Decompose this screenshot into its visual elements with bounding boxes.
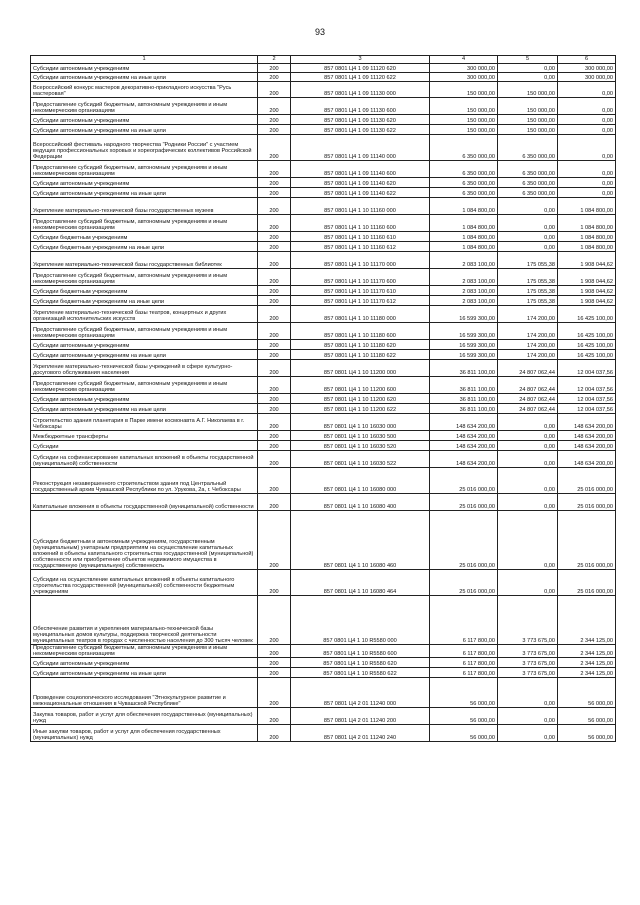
row-value-col4: 2 083 100,00 bbox=[430, 269, 498, 286]
row-name: Субсидии bbox=[31, 441, 258, 451]
table-row bbox=[31, 511, 616, 570]
row-budget-code: 857 0801 Ц4 1 10 16030 520 bbox=[291, 441, 430, 451]
row-code-200: 200 bbox=[258, 178, 291, 188]
table-row bbox=[31, 215, 616, 232]
row-value-col5: 150 000,00 bbox=[498, 98, 558, 115]
table-header-row bbox=[31, 56, 616, 64]
table-row bbox=[31, 570, 616, 596]
table-row bbox=[31, 198, 616, 215]
row-name: Субсидии автономным учреждениям на иные цели bbox=[31, 350, 258, 360]
row-value-col5: 0,00 bbox=[498, 431, 558, 441]
row-name: Предоставление субсидий бюджетным, автономным учреждениям и иным некоммерческим организациям bbox=[31, 98, 258, 115]
row-value-col6: 25 016 000,00 bbox=[558, 468, 616, 494]
row-name: Субсидии бюджетным учреждениям bbox=[31, 232, 258, 242]
row-value-col5: 24 807 062,44 bbox=[498, 404, 558, 414]
row-code-200: 200 bbox=[258, 115, 291, 125]
row-value-col4: 36 811 100,00 bbox=[430, 404, 498, 414]
row-value-col4: 6 117 800,00 bbox=[430, 596, 498, 645]
row-value-col4: 2 083 100,00 bbox=[430, 252, 498, 269]
row-value-col6: 148 634 200,00 bbox=[558, 431, 616, 441]
table-row bbox=[31, 135, 616, 161]
row-name: Укрепление материально-технической базы государственных музеев bbox=[31, 198, 258, 215]
row-name: Капитальные вложения в объекты государственной (муниципальной) собственности bbox=[31, 494, 258, 511]
row-value-col6: 1 084 800,00 bbox=[558, 232, 616, 242]
row-value-col5: 0,00 bbox=[498, 468, 558, 494]
row-value-col6: 0,00 bbox=[558, 135, 616, 161]
row-value-col4: 25 016 000,00 bbox=[430, 511, 498, 570]
row-value-col4: 2 083 100,00 bbox=[430, 296, 498, 306]
row-value-col5: 3 773 675,00 bbox=[498, 668, 558, 678]
row-value-col4: 36 811 100,00 bbox=[430, 394, 498, 404]
row-code-200: 200 bbox=[258, 678, 291, 708]
row-value-col4: 6 117 800,00 bbox=[430, 645, 498, 658]
row-code-200: 200 bbox=[258, 645, 291, 658]
row-code-200: 200 bbox=[258, 82, 291, 98]
row-code-200: 200 bbox=[258, 323, 291, 340]
row-value-col5: 24 807 062,44 bbox=[498, 377, 558, 394]
row-name: Субсидии автономным учреждениям на иные цели bbox=[31, 188, 258, 198]
row-name: Реконструкция незавершенного строительством здания под Центральный государственный архив Чувашской Республики по ул. Урукова, 2а, г. Чебоксары bbox=[31, 468, 258, 494]
row-code-200: 200 bbox=[258, 725, 291, 742]
row-value-col6: 1 908 044,62 bbox=[558, 296, 616, 306]
row-code-200: 200 bbox=[258, 414, 291, 431]
row-code-200: 200 bbox=[258, 232, 291, 242]
row-code-200: 200 bbox=[258, 198, 291, 215]
table-row bbox=[31, 64, 616, 73]
row-code-200: 200 bbox=[258, 161, 291, 178]
row-value-col6: 2 344 125,00 bbox=[558, 645, 616, 658]
row-value-col6: 16 425 100,00 bbox=[558, 306, 616, 323]
row-value-col5: 3 773 675,00 bbox=[498, 658, 558, 668]
row-budget-code: 857 0801 Ц4 1 09 11130 620 bbox=[291, 115, 430, 125]
row-budget-code: 857 0801 Ц4 1 10 16080 460 bbox=[291, 511, 430, 570]
table-row bbox=[31, 269, 616, 286]
row-value-col6: 1 908 044,62 bbox=[558, 286, 616, 296]
row-value-col4: 1 084 800,00 bbox=[430, 242, 498, 252]
table-row bbox=[31, 645, 616, 658]
row-budget-code: 857 0801 Ц4 1 10 11180 000 bbox=[291, 306, 430, 323]
table-row bbox=[31, 286, 616, 296]
row-value-col5: 0,00 bbox=[498, 678, 558, 708]
column-header: 2 bbox=[258, 56, 291, 64]
row-code-200: 200 bbox=[258, 404, 291, 414]
row-code-200: 200 bbox=[258, 340, 291, 350]
row-value-col6: 2 344 125,00 bbox=[558, 596, 616, 645]
row-budget-code: 857 0801 Ц4 1 09 11130 000 bbox=[291, 82, 430, 98]
row-value-col5: 0,00 bbox=[498, 570, 558, 596]
row-value-col4: 16 599 300,00 bbox=[430, 340, 498, 350]
row-code-200: 200 bbox=[258, 394, 291, 404]
row-name: Предоставление субсидий бюджетным, автономным учреждениям и иным некоммерческим организациям bbox=[31, 323, 258, 340]
row-name: Межбюджетные трансферты bbox=[31, 431, 258, 441]
row-code-200: 200 bbox=[258, 668, 291, 678]
row-value-col5: 6 350 000,00 bbox=[498, 135, 558, 161]
row-value-col5: 0,00 bbox=[498, 64, 558, 73]
row-value-col5: 6 350 000,00 bbox=[498, 161, 558, 178]
row-name: Укрепление материально-технической базы учреждений в сфере культурно-досугового обслуживания населения bbox=[31, 360, 258, 377]
row-budget-code: 857 0801 Ц4 1 10 11170 000 bbox=[291, 252, 430, 269]
row-budget-code: 857 0801 Ц4 1 09 11140 600 bbox=[291, 161, 430, 178]
row-value-col6: 25 016 000,00 bbox=[558, 494, 616, 511]
row-value-col6: 0,00 bbox=[558, 161, 616, 178]
row-budget-code: 857 0801 Ц4 1 10 R5580 000 bbox=[291, 596, 430, 645]
table-row bbox=[31, 414, 616, 431]
row-value-col6: 1 908 044,62 bbox=[558, 269, 616, 286]
row-value-col4: 300 000,00 bbox=[430, 73, 498, 82]
row-value-col6: 12 004 037,56 bbox=[558, 404, 616, 414]
row-value-col5: 0,00 bbox=[498, 414, 558, 431]
row-value-col4: 150 000,00 bbox=[430, 82, 498, 98]
row-value-col6: 300 000,00 bbox=[558, 64, 616, 73]
column-header: 4 bbox=[430, 56, 498, 64]
row-name: Субсидии автономным учреждениям bbox=[31, 394, 258, 404]
row-value-col6: 1 084 800,00 bbox=[558, 242, 616, 252]
row-code-200: 200 bbox=[258, 441, 291, 451]
row-value-col4: 6 117 800,00 bbox=[430, 668, 498, 678]
row-code-200: 200 bbox=[258, 306, 291, 323]
table-row bbox=[31, 188, 616, 198]
row-value-col5: 24 807 062,44 bbox=[498, 360, 558, 377]
row-value-col4: 150 000,00 bbox=[430, 98, 498, 115]
row-value-col6: 16 425 100,00 bbox=[558, 350, 616, 360]
row-budget-code: 857 0801 Ц4 1 10 16080 400 bbox=[291, 494, 430, 511]
row-value-col4: 6 117 800,00 bbox=[430, 658, 498, 668]
row-value-col5: 3 773 675,00 bbox=[498, 645, 558, 658]
row-value-col5: 175 055,38 bbox=[498, 269, 558, 286]
row-value-col5: 150 000,00 bbox=[498, 125, 558, 135]
row-value-col6: 16 425 100,00 bbox=[558, 340, 616, 350]
row-budget-code: 857 0801 Ц4 1 10 11170 610 bbox=[291, 286, 430, 296]
row-value-col5: 175 055,38 bbox=[498, 296, 558, 306]
row-value-col4: 25 016 000,00 bbox=[430, 570, 498, 596]
row-value-col5: 0,00 bbox=[498, 198, 558, 215]
row-value-col4: 6 350 000,00 bbox=[430, 135, 498, 161]
row-name: Всероссийский конкурс мастеров декоративно-прикладного искусства "Русь мастеровая" bbox=[31, 82, 258, 98]
row-value-col5: 0,00 bbox=[498, 708, 558, 725]
row-value-col6: 25 016 000,00 bbox=[558, 570, 616, 596]
row-code-200: 200 bbox=[258, 350, 291, 360]
row-budget-code: 857 0801 Ц4 2 01 11240 000 bbox=[291, 678, 430, 708]
row-budget-code: 857 0801 Ц4 1 10 11180 622 bbox=[291, 350, 430, 360]
row-code-200: 200 bbox=[258, 242, 291, 252]
row-budget-code: 857 0801 Ц4 1 09 11130 600 bbox=[291, 98, 430, 115]
row-value-col4: 148 634 200,00 bbox=[430, 431, 498, 441]
row-value-col6: 2 344 125,00 bbox=[558, 668, 616, 678]
row-code-200: 200 bbox=[258, 252, 291, 269]
row-value-col4: 1 084 800,00 bbox=[430, 198, 498, 215]
row-value-col6: 0,00 bbox=[558, 188, 616, 198]
table-row bbox=[31, 178, 616, 188]
table-row bbox=[31, 323, 616, 340]
row-value-col5: 0,00 bbox=[498, 441, 558, 451]
row-name: Субсидии автономным учреждениям на иные цели bbox=[31, 668, 258, 678]
table-row bbox=[31, 360, 616, 377]
row-value-col5: 0,00 bbox=[498, 73, 558, 82]
table-row bbox=[31, 404, 616, 414]
row-value-col6: 0,00 bbox=[558, 98, 616, 115]
row-name: Субсидии автономным учреждениям bbox=[31, 178, 258, 188]
table-row bbox=[31, 242, 616, 252]
row-value-col6: 0,00 bbox=[558, 82, 616, 98]
table-row bbox=[31, 125, 616, 135]
row-code-200: 200 bbox=[258, 269, 291, 286]
row-budget-code: 857 0801 Ц4 1 10 11160 612 bbox=[291, 242, 430, 252]
row-value-col4: 148 634 200,00 bbox=[430, 451, 498, 468]
row-value-col4: 148 634 200,00 bbox=[430, 414, 498, 431]
row-name: Укрепление материально-технической базы государственных библиотек bbox=[31, 252, 258, 269]
row-value-col5: 6 350 000,00 bbox=[498, 188, 558, 198]
row-name: Субсидии бюджетным учреждениям bbox=[31, 286, 258, 296]
row-budget-code: 857 0801 Ц4 1 10 11180 620 bbox=[291, 340, 430, 350]
row-name: Предоставление субсидий бюджетным, автономным учреждениям и иным некоммерческим организациям bbox=[31, 645, 258, 658]
row-value-col4: 2 083 100,00 bbox=[430, 286, 498, 296]
row-budget-code: 857 0801 Ц4 1 09 11140 622 bbox=[291, 188, 430, 198]
row-value-col4: 150 000,00 bbox=[430, 115, 498, 125]
row-budget-code: 857 0801 Ц4 1 10 R5580 622 bbox=[291, 668, 430, 678]
row-value-col6: 148 634 200,00 bbox=[558, 414, 616, 431]
row-value-col6: 56 000,00 bbox=[558, 708, 616, 725]
row-name: Проведение социологического исследования "Этнокультурное развитие и межнациональные отношения в Чувашской Республике" bbox=[31, 678, 258, 708]
row-value-col6: 16 425 100,00 bbox=[558, 323, 616, 340]
row-name: Субсидии бюджетным учреждениям на иные цели bbox=[31, 242, 258, 252]
row-value-col6: 0,00 bbox=[558, 178, 616, 188]
row-name: Субсидии автономным учреждениям bbox=[31, 115, 258, 125]
row-value-col4: 6 350 000,00 bbox=[430, 188, 498, 198]
row-value-col6: 12 004 037,56 bbox=[558, 377, 616, 394]
row-value-col4: 1 084 800,00 bbox=[430, 215, 498, 232]
row-value-col6: 0,00 bbox=[558, 125, 616, 135]
row-name: Субсидии автономным учреждениям bbox=[31, 340, 258, 350]
row-code-200: 200 bbox=[258, 360, 291, 377]
row-name: Субсидии автономным учреждениям bbox=[31, 64, 258, 73]
page-number: 93 bbox=[314, 27, 325, 37]
row-value-col4: 300 000,00 bbox=[430, 64, 498, 73]
row-value-col4: 16 599 300,00 bbox=[430, 350, 498, 360]
row-budget-code: 857 0801 Ц4 1 10 16080 000 bbox=[291, 468, 430, 494]
table-row bbox=[31, 306, 616, 323]
row-budget-code: 857 0801 Ц4 1 10 11160 610 bbox=[291, 232, 430, 242]
row-value-col5: 24 807 062,44 bbox=[498, 394, 558, 404]
table-row bbox=[31, 451, 616, 468]
row-code-200: 200 bbox=[258, 98, 291, 115]
table-row bbox=[31, 73, 616, 82]
row-value-col5: 150 000,00 bbox=[498, 115, 558, 125]
row-code-200: 200 bbox=[258, 451, 291, 468]
row-name: Закупка товаров, работ и услуг для обеспечения государственных (муниципальных) нужд bbox=[31, 708, 258, 725]
row-value-col6: 1 908 044,62 bbox=[558, 252, 616, 269]
row-value-col4: 150 000,00 bbox=[430, 125, 498, 135]
column-header: 3 bbox=[291, 56, 430, 64]
row-value-col4: 6 350 000,00 bbox=[430, 178, 498, 188]
row-name: Предоставление субсидий бюджетным, автономным учреждениям и иным некоммерческим организациям bbox=[31, 269, 258, 286]
row-value-col4: 6 350 000,00 bbox=[430, 161, 498, 178]
row-code-200: 200 bbox=[258, 377, 291, 394]
row-value-col6: 56 000,00 bbox=[558, 725, 616, 742]
row-code-200: 200 bbox=[258, 511, 291, 570]
row-value-col5: 6 350 000,00 bbox=[498, 178, 558, 188]
row-value-col4: 16 599 300,00 bbox=[430, 323, 498, 340]
row-budget-code: 857 0801 Ц4 1 10 11180 600 bbox=[291, 323, 430, 340]
row-value-col6: 148 634 200,00 bbox=[558, 451, 616, 468]
row-budget-code: 857 0801 Ц4 1 10 16030 500 bbox=[291, 431, 430, 441]
row-budget-code: 857 0801 Ц4 1 10 16080 464 bbox=[291, 570, 430, 596]
row-name: Предоставление субсидий бюджетным, автономным учреждениям и иным некоммерческим организациям bbox=[31, 215, 258, 232]
row-value-col4: 36 811 100,00 bbox=[430, 360, 498, 377]
row-value-col6: 0,00 bbox=[558, 115, 616, 125]
table-row bbox=[31, 394, 616, 404]
table-row bbox=[31, 431, 616, 441]
row-name: Строительство здания планетария в Парке имени космонавта А.Г. Николаева в г. Чебоксары bbox=[31, 414, 258, 431]
row-value-col5: 0,00 bbox=[498, 242, 558, 252]
row-value-col6: 2 344 125,00 bbox=[558, 658, 616, 668]
table-row bbox=[31, 441, 616, 451]
row-value-col4: 148 634 200,00 bbox=[430, 441, 498, 451]
row-code-200: 200 bbox=[258, 286, 291, 296]
row-name: Субсидии бюджетным и автономным учреждениям, государственным (муниципальным) унитарным предприятиям на осуществление капитальных вложений в объекты капитального строительства государственной (муниципальной) собственности или приобретение объектов недвижимого имущества в государственную (муниципальную) собственность bbox=[31, 511, 258, 570]
row-budget-code: 857 0801 Ц4 1 09 11120 622 bbox=[291, 73, 430, 82]
row-value-col5: 0,00 bbox=[498, 232, 558, 242]
row-name: Субсидии автономным учреждениям на иные цели bbox=[31, 404, 258, 414]
row-budget-code: 857 0801 Ц4 1 09 11140 000 bbox=[291, 135, 430, 161]
row-value-col5: 0,00 bbox=[498, 725, 558, 742]
row-budget-code: 857 0801 Ц4 1 10 11200 622 bbox=[291, 404, 430, 414]
row-budget-code: 857 0801 Ц4 1 10 R5580 620 bbox=[291, 658, 430, 668]
row-name: Обеспечение развития и укрепления материально-технической базы муниципальных домов культуры, поддержка творческой деятельности муниципальных театров в городах с численностью населения до 300 тысяч человек bbox=[31, 596, 258, 645]
table-row bbox=[31, 350, 616, 360]
row-code-200: 200 bbox=[258, 658, 291, 668]
row-value-col4: 25 016 000,00 bbox=[430, 494, 498, 511]
table-row bbox=[31, 252, 616, 269]
row-value-col5: 175 055,38 bbox=[498, 286, 558, 296]
row-value-col6: 1 084 800,00 bbox=[558, 198, 616, 215]
row-budget-code: 857 0801 Ц4 1 10 11200 620 bbox=[291, 394, 430, 404]
row-code-200: 200 bbox=[258, 596, 291, 645]
row-name: Предоставление субсидий бюджетным, автономным учреждениям и иным некоммерческим организациям bbox=[31, 377, 258, 394]
table-row bbox=[31, 115, 616, 125]
row-name: Предоставление субсидий бюджетным, автономным учреждениям и иным некоммерческим организациям bbox=[31, 161, 258, 178]
row-value-col6: 300 000,00 bbox=[558, 73, 616, 82]
row-value-col5: 0,00 bbox=[498, 215, 558, 232]
row-code-200: 200 bbox=[258, 494, 291, 511]
row-value-col4: 16 599 300,00 bbox=[430, 306, 498, 323]
column-header: 5 bbox=[498, 56, 558, 64]
row-value-col4: 56 000,00 bbox=[430, 725, 498, 742]
row-name: Субсидии автономным учреждениям на иные цели bbox=[31, 73, 258, 82]
row-code-200: 200 bbox=[258, 188, 291, 198]
row-budget-code: 857 0801 Ц4 2 01 11240 200 bbox=[291, 708, 430, 725]
row-value-col5: 3 773 675,00 bbox=[498, 596, 558, 645]
row-value-col5: 175 055,38 bbox=[498, 252, 558, 269]
row-code-200: 200 bbox=[258, 135, 291, 161]
row-budget-code: 857 0801 Ц4 2 01 11240 240 bbox=[291, 725, 430, 742]
row-value-col4: 56 000,00 bbox=[430, 708, 498, 725]
table-row bbox=[31, 161, 616, 178]
row-budget-code: 857 0801 Ц4 1 10 16030 522 bbox=[291, 451, 430, 468]
row-name: Всероссийский фестиваль народного творчества "Родники России" с участием ведущих профессиональных хоровых и хореографических коллективов Российской Федерации bbox=[31, 135, 258, 161]
column-header: 6 bbox=[558, 56, 616, 64]
row-name: Субсидии на софинансирование капитальных вложений в объекты государственной (муниципальной) собственности bbox=[31, 451, 258, 468]
row-code-200: 200 bbox=[258, 215, 291, 232]
row-value-col5: 150 000,00 bbox=[498, 82, 558, 98]
row-budget-code: 857 0801 Ц4 1 10 11160 600 bbox=[291, 215, 430, 232]
row-value-col6: 56 000,00 bbox=[558, 678, 616, 708]
row-budget-code: 857 0801 Ц4 1 10 R5580 600 bbox=[291, 645, 430, 658]
row-name: Иные закупки товаров, работ и услуг для обеспечения государственных (муниципальных) нужд bbox=[31, 725, 258, 742]
row-budget-code: 857 0801 Ц4 1 10 11170 612 bbox=[291, 296, 430, 306]
row-code-200: 200 bbox=[258, 570, 291, 596]
row-value-col4: 25 016 000,00 bbox=[430, 468, 498, 494]
table-row bbox=[31, 668, 616, 678]
column-header: 1 bbox=[31, 56, 258, 64]
table-row bbox=[31, 377, 616, 394]
row-code-200: 200 bbox=[258, 125, 291, 135]
row-name: Субсидии на осуществление капитальных вложений в объекты капитального строительства государственной (муниципальной) собственности бюджетным учреждениям bbox=[31, 570, 258, 596]
table-row bbox=[31, 296, 616, 306]
budget-table bbox=[30, 55, 616, 742]
row-value-col5: 0,00 bbox=[498, 451, 558, 468]
row-name: Субсидии бюджетным учреждениям на иные цели bbox=[31, 296, 258, 306]
row-value-col6: 12 004 037,56 bbox=[558, 394, 616, 404]
row-value-col4: 36 811 100,00 bbox=[430, 377, 498, 394]
table-row bbox=[31, 468, 616, 494]
row-budget-code: 857 0801 Ц4 1 10 16030 000 bbox=[291, 414, 430, 431]
row-value-col5: 174 200,00 bbox=[498, 306, 558, 323]
row-budget-code: 857 0801 Ц4 1 10 11200 000 bbox=[291, 360, 430, 377]
table-row bbox=[31, 82, 616, 98]
table-row bbox=[31, 98, 616, 115]
table-row bbox=[31, 708, 616, 725]
row-value-col5: 0,00 bbox=[498, 494, 558, 511]
row-budget-code: 857 0801 Ц4 1 09 11130 622 bbox=[291, 125, 430, 135]
row-code-200: 200 bbox=[258, 64, 291, 73]
row-budget-code: 857 0801 Ц4 1 10 11200 600 bbox=[291, 377, 430, 394]
table-row bbox=[31, 596, 616, 645]
table-row bbox=[31, 340, 616, 350]
row-value-col5: 174 200,00 bbox=[498, 323, 558, 340]
row-value-col5: 0,00 bbox=[498, 511, 558, 570]
row-value-col6: 25 016 000,00 bbox=[558, 511, 616, 570]
row-name: Укрепление материально-технической базы театров, концертных и других организаций исполнительских искусств bbox=[31, 306, 258, 323]
row-value-col6: 148 634 200,00 bbox=[558, 441, 616, 451]
row-value-col6: 12 004 037,56 bbox=[558, 360, 616, 377]
row-value-col4: 56 000,00 bbox=[430, 678, 498, 708]
table-row bbox=[31, 658, 616, 668]
row-value-col5: 174 200,00 bbox=[498, 350, 558, 360]
row-code-200: 200 bbox=[258, 468, 291, 494]
table-row bbox=[31, 678, 616, 708]
row-budget-code: 857 0801 Ц4 1 10 11160 000 bbox=[291, 198, 430, 215]
table-row bbox=[31, 494, 616, 511]
row-code-200: 200 bbox=[258, 708, 291, 725]
table-row bbox=[31, 232, 616, 242]
row-code-200: 200 bbox=[258, 431, 291, 441]
row-value-col6: 1 084 800,00 bbox=[558, 215, 616, 232]
row-value-col4: 1 084 800,00 bbox=[430, 232, 498, 242]
row-budget-code: 857 0801 Ц4 1 09 11140 620 bbox=[291, 178, 430, 188]
table-row bbox=[31, 725, 616, 742]
row-code-200: 200 bbox=[258, 296, 291, 306]
row-budget-code: 857 0801 Ц4 1 09 11120 620 bbox=[291, 64, 430, 73]
row-value-col5: 174 200,00 bbox=[498, 340, 558, 350]
row-budget-code: 857 0801 Ц4 1 10 11170 600 bbox=[291, 269, 430, 286]
row-name: Субсидии автономным учреждениям на иные цели bbox=[31, 125, 258, 135]
row-code-200: 200 bbox=[258, 73, 291, 82]
row-name: Субсидии автономным учреждениям bbox=[31, 658, 258, 668]
